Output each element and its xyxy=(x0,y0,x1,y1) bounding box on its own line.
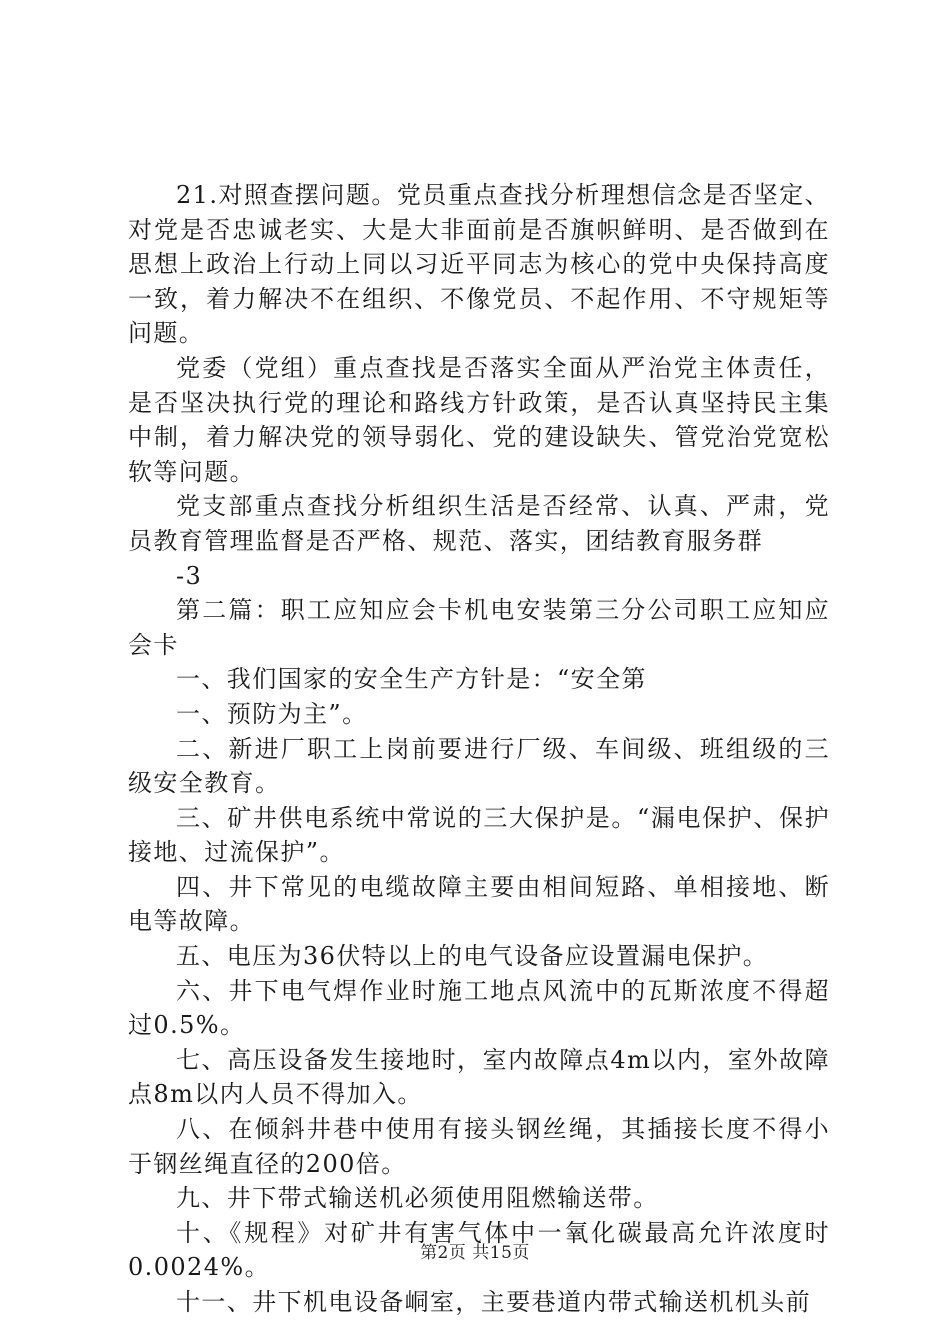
paragraph-item-7: 七、高压设备发生接地时，室内故障点4m以内，室外故障点8m以内人员不得加入。 xyxy=(128,1045,830,1109)
paragraph-item-11: 十一、井下机电设备峒室，主要巷道内带式输送机机头前 xyxy=(176,1288,811,1316)
paragraph-item-3: 三、矿井供电系统中常说的三大保护是。“漏电保护、保护接地、过流保护”。 xyxy=(128,803,830,867)
paragraph-party-committee: 党委（党组）重点查找是否落实全面从严治党主体责任，是否坚决执行党的理论和路线方针政策，是否认真坚持民主集中制，着力解决党的领导弱化、党的建设缺失、管党治党宽松软等问题。 xyxy=(128,353,830,486)
paragraph-party-branch: 党支部重点查找分析组织生活是否经常、认真、严肃，党员教育管理监督是否严格、规范、落实，团结教育服务群 xyxy=(128,492,830,555)
paragraph-item-1: 一、我们国家的安全生产方针是：“安全第 xyxy=(176,665,647,694)
paragraph-item-9: 九、井下带式输送机必须使用阻燃输送带。 xyxy=(176,1184,659,1213)
paragraph-item-10: 十、《规程》对矿井有害气体中一氧化碳最高允许浓度时0.0024%。 xyxy=(128,1218,830,1282)
paragraph-item-8: 八、在倾斜井巷中使用有接头钢丝绳，其插接长度不得小于钢丝绳直径的200倍。 xyxy=(128,1115,830,1178)
paragraph-chapter-two-title: 第二篇：职工应知应会卡机电安装第三分公司职工应知应会卡 xyxy=(128,596,830,659)
paragraph-page-marker: -3 xyxy=(176,561,203,590)
paragraph-check-problems: 21.对照查摆问题。党员重点查找分析理想信念是否坚定、对党是否忠诚老实、大是大非面前是否旗帜鲜明、是否做到在思想上政治上行动上同以习近平同志为核心的党中央保持高度一致，着力解决不在组织、不像党员、不起作用、不守规矩等问题。 xyxy=(128,181,830,348)
paragraph-item-1-cont: 一、预防为主”。 xyxy=(176,699,368,728)
paragraph-item-4: 四、井下常见的电缆故障主要由相间短路、单相接地、断电等故障。 xyxy=(128,872,830,936)
page-number-footer: 第2页 共15页 xyxy=(420,1243,530,1263)
paragraph-item-2: 二、新进厂职工上岗前要进行厂级、车间级、班组级的三级安全教育。 xyxy=(128,734,830,798)
paragraph-item-5: 五、电压为36伏特以上的电气设备应设置漏电保护。 xyxy=(176,942,769,971)
paragraph-item-6: 六、井下电气焊作业时施工地点风流中的瓦斯浓度不得超过0.5%。 xyxy=(128,976,830,1040)
document-body xyxy=(128,178,830,1320)
